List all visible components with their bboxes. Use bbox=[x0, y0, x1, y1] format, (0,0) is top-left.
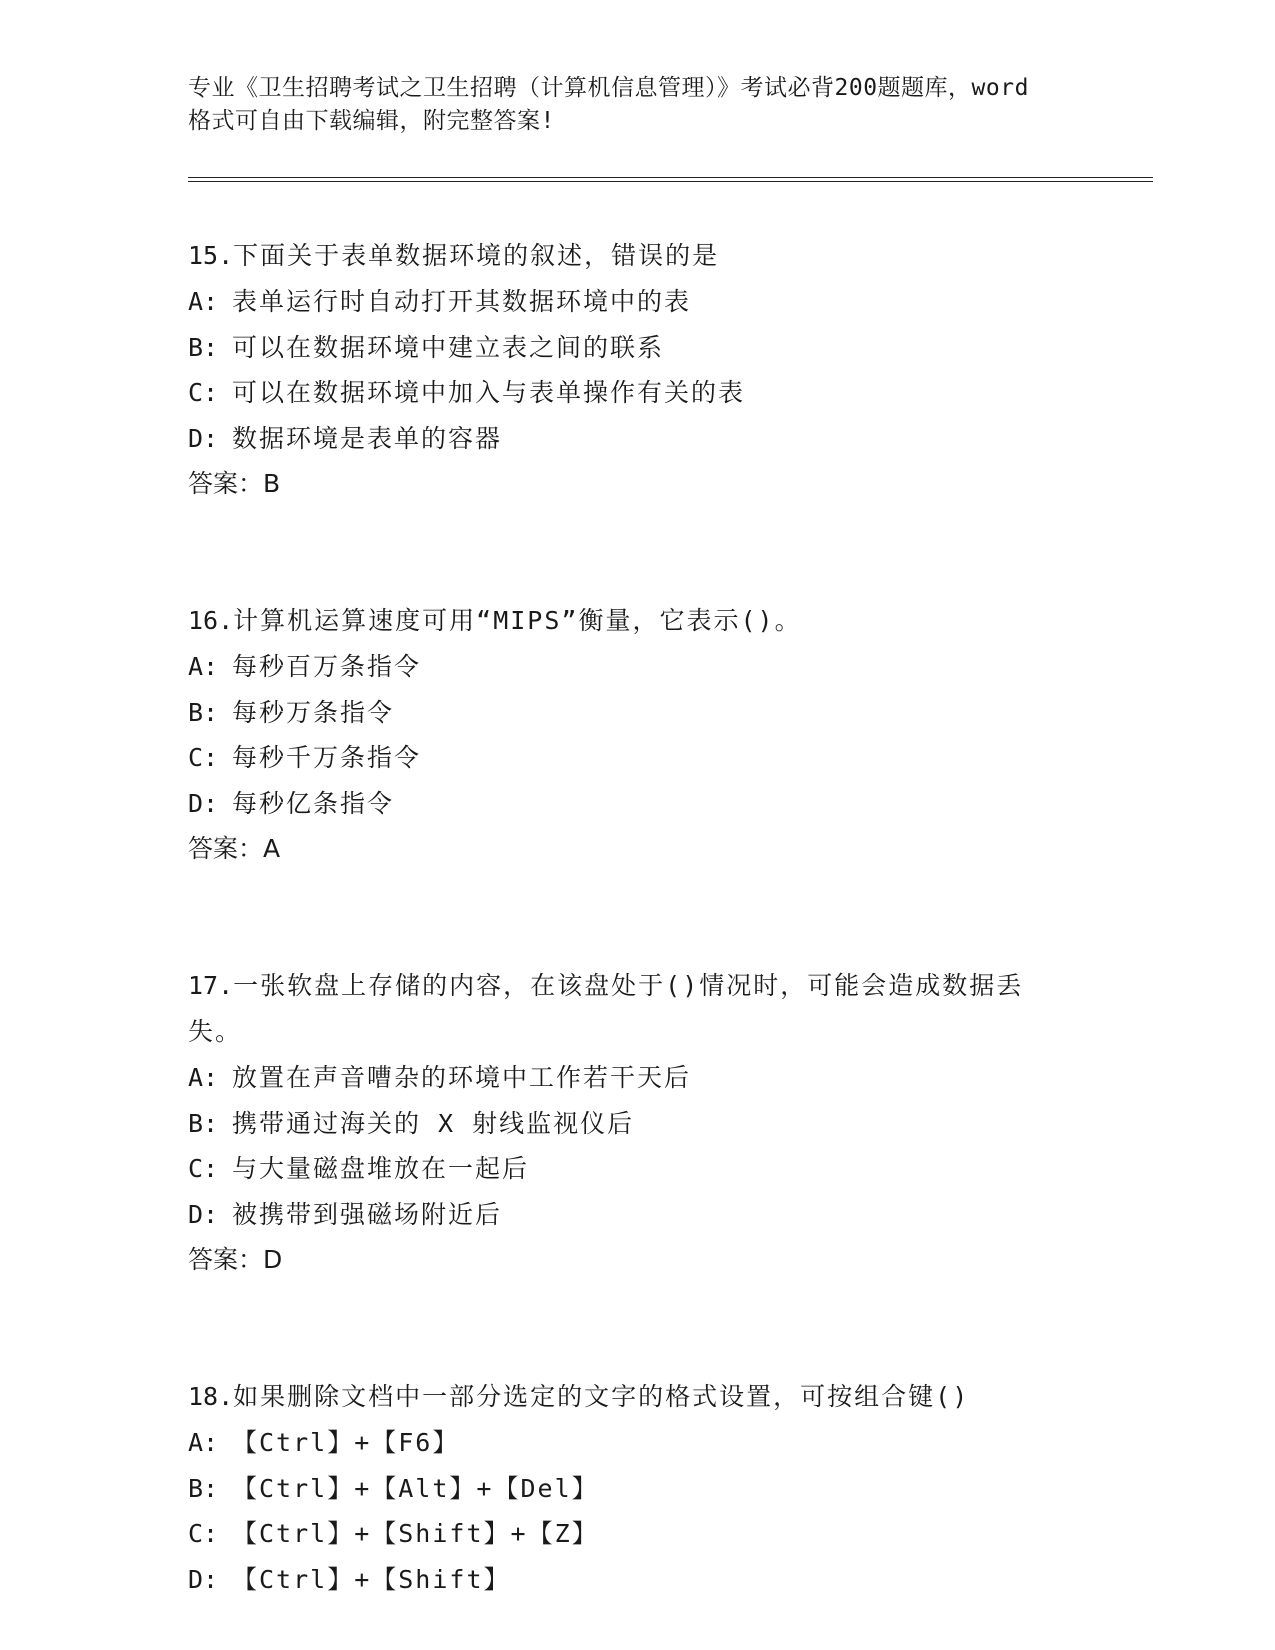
option-a bbox=[188, 1420, 1088, 1466]
option-b bbox=[188, 1101, 1088, 1147]
option-c bbox=[188, 1511, 1088, 1557]
option-letter: B: bbox=[188, 697, 219, 727]
option-text: 表单运行时自动打开其数据环境中的表 bbox=[232, 287, 692, 316]
option-letter: C: bbox=[188, 378, 219, 407]
option-text: 放置在声音嘈杂的环境中工作若干天后 bbox=[232, 1063, 692, 1092]
answer-line: 答案：B bbox=[188, 469, 281, 498]
option-text: 【Ctrl】+【Alt】+【Del】 bbox=[232, 1473, 599, 1503]
option-letter: D: bbox=[188, 1199, 219, 1229]
header-divider-bottom bbox=[188, 181, 1153, 182]
question-stem bbox=[188, 963, 1048, 1055]
option-b bbox=[188, 690, 1088, 736]
option-letter: A: bbox=[188, 652, 219, 681]
option-d bbox=[188, 1557, 1088, 1603]
answer-line: 答案：A bbox=[188, 834, 281, 863]
question-number: 17. bbox=[188, 971, 234, 1000]
option-letter: A: bbox=[188, 287, 219, 316]
option-text: 每秒万条指令 bbox=[232, 697, 395, 727]
option-text: 与大量磁盘堆放在一起后 bbox=[232, 1154, 530, 1183]
header-divider-top bbox=[188, 177, 1153, 178]
header-title-line-2: 格式可自由下载编辑，附完整答案! bbox=[188, 108, 555, 134]
option-b bbox=[188, 325, 1088, 371]
option-d bbox=[188, 781, 1088, 827]
question-text: 下面关于表单数据环境的叙述，错误的是 bbox=[233, 241, 720, 270]
option-letter: B: bbox=[188, 1108, 219, 1138]
question-16 bbox=[188, 598, 1088, 872]
option-text: 【Ctrl】+【Shift】+【Z】 bbox=[232, 1519, 599, 1548]
question-stem bbox=[188, 1374, 1088, 1420]
option-text: 携带通过海关的 X 射线监视仪后 bbox=[232, 1108, 635, 1138]
question-text: 一张软盘上存储的内容，在该盘处于()情况时，可能会造成数据丢失。 bbox=[188, 971, 1024, 1046]
option-text: 可以在数据环境中建立表之间的联系 bbox=[232, 332, 665, 362]
question-15 bbox=[188, 233, 1088, 507]
question-spacer bbox=[188, 507, 1088, 598]
option-text: 每秒百万条指令 bbox=[232, 652, 422, 681]
option-text: 【Ctrl】+【F6】 bbox=[232, 1428, 460, 1457]
question-number: 15. bbox=[188, 241, 234, 270]
option-letter: A: bbox=[188, 1428, 219, 1457]
option-b bbox=[188, 1466, 1088, 1512]
question-18 bbox=[188, 1374, 1088, 1602]
option-text: 【Ctrl】+【Shift】 bbox=[232, 1564, 511, 1594]
question-list bbox=[188, 233, 1088, 1602]
question-number: 16. bbox=[188, 606, 234, 635]
question-spacer bbox=[188, 1283, 1088, 1374]
option-text: 每秒亿条指令 bbox=[232, 788, 395, 818]
option-d bbox=[188, 1192, 1088, 1238]
answer-line: 答案：D bbox=[188, 1245, 283, 1274]
option-text: 数据环境是表单的容器 bbox=[232, 423, 503, 453]
option-text: 每秒千万条指令 bbox=[232, 743, 422, 772]
question-stem bbox=[188, 233, 1088, 279]
document-header bbox=[188, 72, 1088, 138]
option-a bbox=[188, 279, 1088, 325]
option-letter: C: bbox=[188, 1519, 219, 1548]
option-letter: D: bbox=[188, 1564, 219, 1594]
option-letter: A: bbox=[188, 1063, 219, 1092]
question-text: 如果删除文档中一部分选定的文字的格式设置，可按组合键() bbox=[233, 1382, 970, 1411]
header-title-line-1: 专业《卫生招聘考试之卫生招聘（计算机信息管理）》考试必背200题题库，word bbox=[188, 75, 1029, 101]
option-d bbox=[188, 416, 1088, 462]
question-17 bbox=[188, 963, 1088, 1283]
option-letter: B: bbox=[188, 1473, 219, 1503]
option-text: 可以在数据环境中加入与表单操作有关的表 bbox=[232, 378, 746, 407]
option-c bbox=[188, 735, 1088, 781]
option-text: 被携带到强磁场附近后 bbox=[232, 1199, 503, 1229]
option-a bbox=[188, 644, 1088, 690]
option-c bbox=[188, 370, 1088, 416]
question-stem bbox=[188, 598, 1088, 644]
question-number: 18. bbox=[188, 1382, 234, 1411]
question-text: 计算机运算速度可用“MIPS”衡量，它表示()。 bbox=[233, 606, 802, 635]
option-letter: D: bbox=[188, 788, 219, 818]
option-c bbox=[188, 1146, 1088, 1192]
option-letter: B: bbox=[188, 332, 219, 362]
question-spacer bbox=[188, 872, 1088, 963]
option-letter: C: bbox=[188, 743, 219, 772]
option-a bbox=[188, 1055, 1088, 1101]
option-letter: C: bbox=[188, 1154, 219, 1183]
option-letter: D: bbox=[188, 423, 219, 453]
